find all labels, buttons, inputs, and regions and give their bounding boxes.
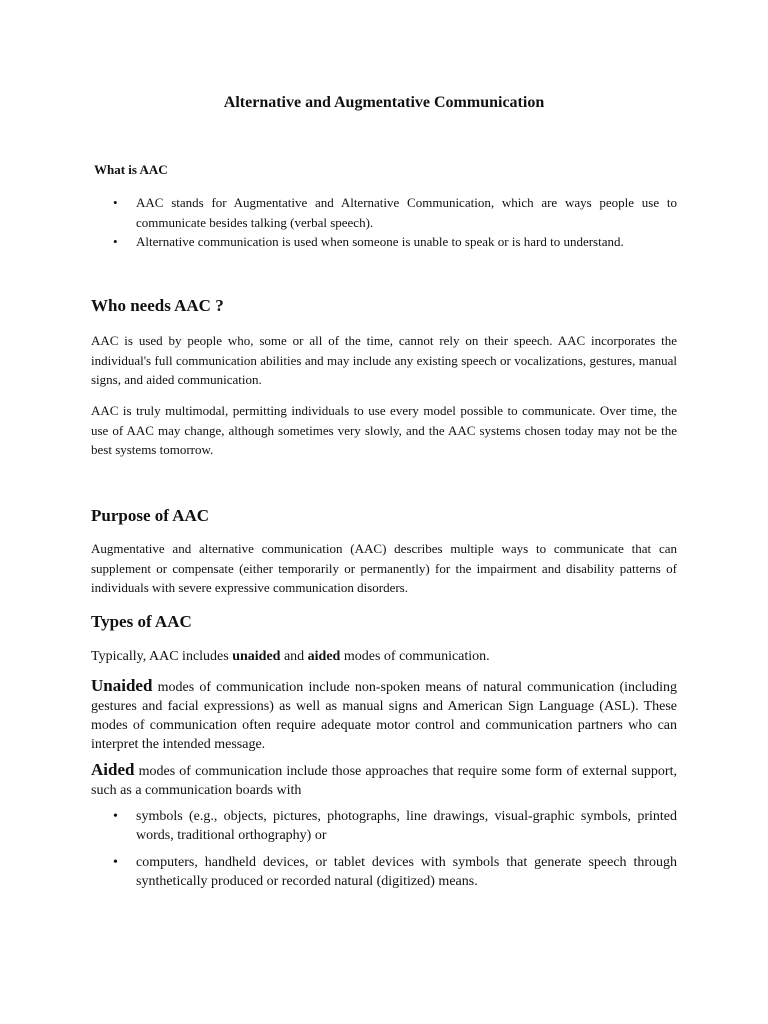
types-intro-paragraph (91, 647, 677, 666)
list-item: • Alternative communication is used when someone is unable to speak or is hard to understand. (91, 232, 677, 252)
aided-list (91, 807, 677, 891)
list-item: • symbols (e.g., objects, pictures, photographs, line drawings, visual-graphic symbols, printed words, traditional orthography) or (91, 807, 677, 845)
who-needs-paragraph-1: AAC is used by people who, some or all of the time, cannot rely on their speech. AAC incorporates the individual's full communication abilities and may include any existing speech or vocalizations, gestures, manual signs, and aided communication. (91, 333, 677, 387)
types-intro-and: and (280, 649, 308, 664)
what-is-aac-heading: What is AAC (94, 162, 168, 177)
types-of-aac-heading: Types of AAC (91, 612, 192, 631)
unaided-paragraph (91, 676, 677, 754)
unaided-lead-word: Unaided (91, 676, 153, 695)
purpose-of-aac-heading: Purpose of AAC (91, 506, 210, 525)
list-item: • computers, handheld devices, or tablet devices with symbols that generate speech through synthetically produced or recorded natural (digitized) means. (91, 853, 677, 891)
purpose-paragraph: Augmentative and alternative communication (AAC) describes multiple ways to communicate that can supplement or compensate (either temporarily or permanently) for the impairment and disability patterns of individuals with severe expressive communication disorders. (91, 541, 677, 595)
unaided-text: modes of communication include non-spoken means of natural communication (including gestures and facial expressions) as well as manual signs and American Sign Language (ASL). These modes of communication often require adequate motor control and communication partners who can interpret the intended message. (91, 680, 677, 752)
who-needs-paragraph-2: AAC is truly multimodal, permitting individuals to use every model possible to communicate. Over time, the use of AAC may change, although sometimes very slowly, and the AAC systems chosen today may not be the best systems tomorrow. (91, 403, 677, 457)
document-title: Alternative and Augmentative Communication (223, 94, 545, 111)
types-intro-aided: aided (307, 649, 341, 664)
who-needs-aac-heading: Who needs AAC ? (91, 296, 224, 315)
types-intro-unaided: unaided (232, 649, 281, 664)
aided-text: modes of communication include those approaches that require some form of external support, such as a communication boards with (91, 764, 677, 798)
types-intro-suffix: modes of communication. (340, 649, 490, 664)
what-is-aac-list (91, 193, 677, 252)
types-intro-prefix: Typically, AAC includes (91, 649, 233, 664)
aided-paragraph (91, 760, 677, 800)
aided-lead-word: Aided (91, 760, 135, 779)
list-item: • AAC stands for Augmentative and Alternative Communication, which are ways people use to communicate besides talking (verbal speech). (91, 193, 677, 232)
